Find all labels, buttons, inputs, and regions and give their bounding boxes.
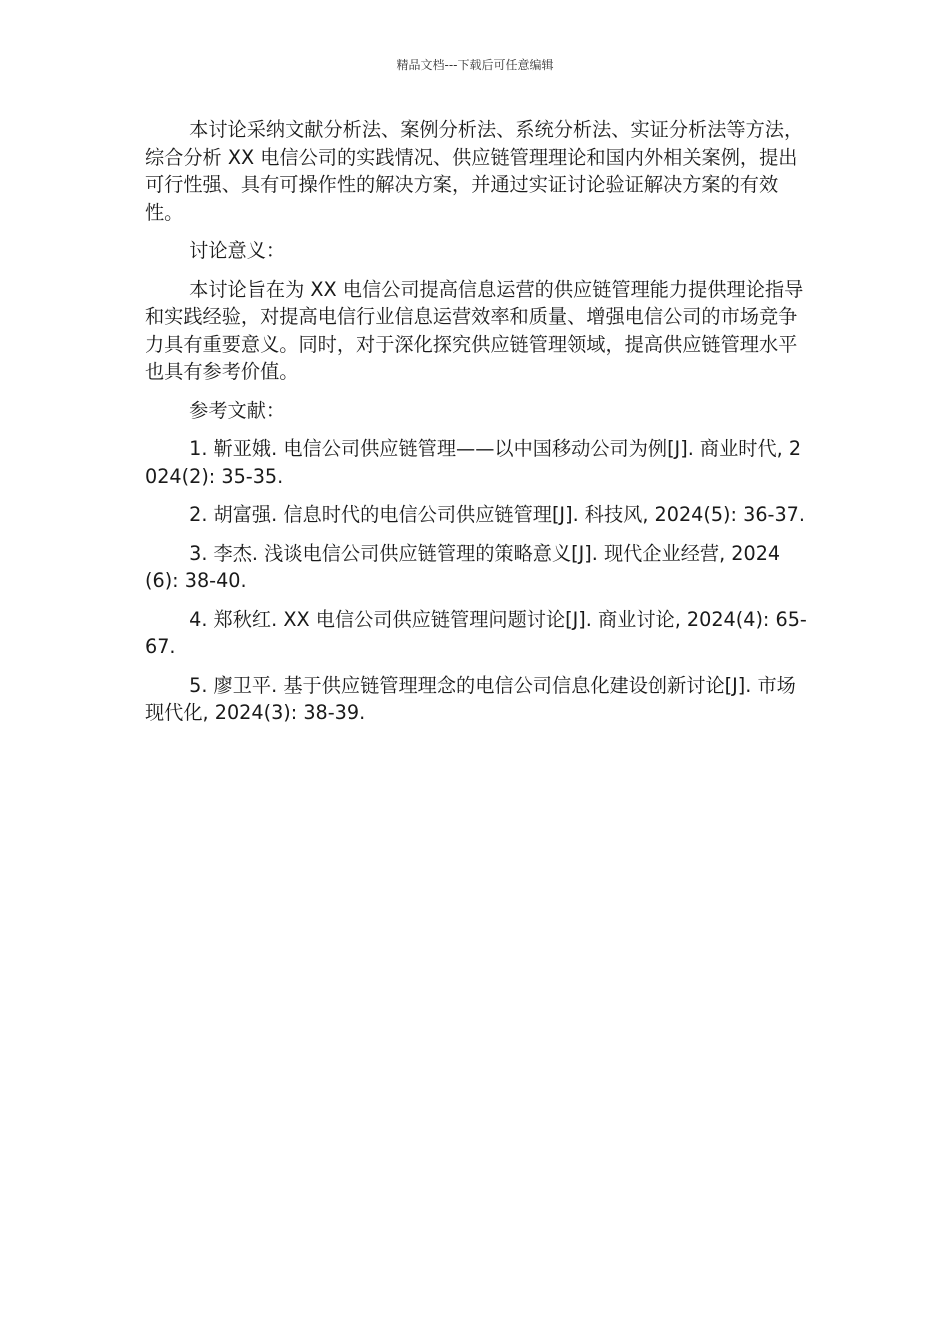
reference-item-5: 5. 廖卫平. 基于供应链管理理念的电信公司信息化建设创新讨论[J]. 市场现代化, 2024(3): 38-39. [145,673,796,724]
reference-item-2: 2. 胡富强. 信息时代的电信公司供应链管理[J]. 科技风, 2024(5): 36-37. [189,503,805,526]
significance-paragraph: 本讨论旨在为 XX 电信公司提高信息运营的供应链管理能力提供理论指导和实践经验，对提高电信行业信息运营效率和质量、增强电信公司的市场竞争力具有重要意义。同时，对于深化探究供应链管理领域，提高供应链管理水平也具有参考价值。 [145,277,804,383]
significance-heading: 讨论意义： [189,239,286,262]
reference-item-1: 1. 靳亚娥. 电信公司供应链管理——以中国移动公司为例[J]. 商业时代, 2024(2): 35-35. [145,437,802,488]
document-body [145,116,809,738]
reference-item-4: 4. 郑秋红. XX 电信公司供应链管理问题讨论[J]. 商业讨论, 2024(4): 65-67. [145,607,807,658]
method-paragraph: 本讨论采纳文献分析法、案例分析法、系统分析法、实证分析法等方法，综合分析 XX 电信公司的实践情况、供应链管理理论和国内外相关案例，提出可行性强、具有可操作性的解决方案，并通过实证讨论验证解决方案的有效性。 [145,118,804,224]
references-heading: 参考文献： [189,398,286,422]
reference-item-3: 3. 李杰. 浅谈电信公司供应链管理的策略意义[J]. 现代企业经营, 2024(6): 38-40. [145,541,781,592]
page-header: 精品文档---下载后可任意编辑 [396,58,554,72]
